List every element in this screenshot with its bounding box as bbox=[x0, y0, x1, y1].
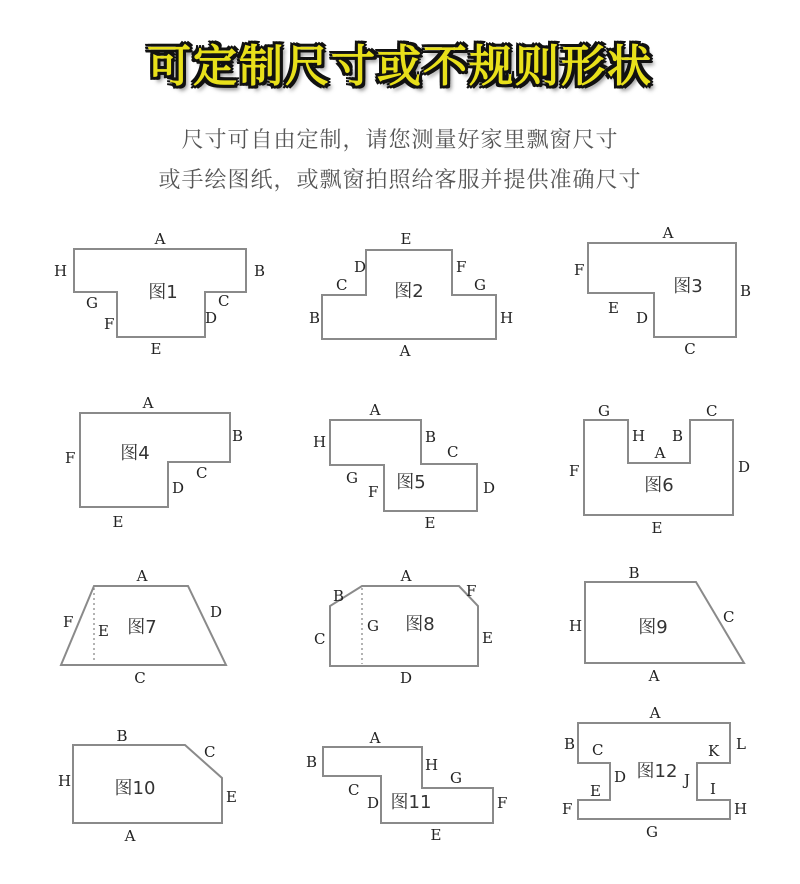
figure-3-label-a: A bbox=[662, 224, 674, 242]
figure-12 bbox=[562, 704, 747, 841]
figure-3-label-f: F bbox=[574, 261, 585, 279]
figure-3-outline bbox=[588, 243, 736, 337]
figure-10-name: 图10 bbox=[114, 778, 156, 799]
figure-6 bbox=[569, 402, 750, 537]
figure-6-label-f: F bbox=[569, 462, 580, 480]
figure-3-label-c: C bbox=[684, 340, 696, 358]
figure-7-label-e: E bbox=[98, 622, 109, 640]
figure-10-label-c: C bbox=[204, 743, 216, 761]
figure-9-name: 图9 bbox=[638, 617, 668, 638]
figure-11-label-d: D bbox=[367, 794, 380, 812]
page-title: 可定制尺寸或不规则形状 bbox=[147, 41, 653, 92]
figure-2 bbox=[309, 230, 513, 360]
figure-1-label-b: B bbox=[254, 262, 266, 280]
subtitle-line-1: 尺寸可自由定制，请您测量好家里飘窗尺寸 bbox=[181, 128, 619, 153]
figure-8-name: 图8 bbox=[405, 614, 435, 635]
figure-11-label-f: F bbox=[497, 794, 508, 812]
figure-8-label-f: F bbox=[466, 582, 477, 600]
figure-12-label-e: E bbox=[590, 782, 601, 800]
figure-4-label-f: F bbox=[65, 449, 76, 467]
figure-9-label-h: H bbox=[569, 617, 583, 635]
figure-2-name: 图2 bbox=[394, 281, 424, 302]
figure-5-label-h: H bbox=[313, 433, 327, 451]
figure-8-outline bbox=[330, 586, 478, 666]
figure-3-name: 图3 bbox=[673, 276, 703, 297]
figure-4-label-a: A bbox=[142, 394, 154, 412]
figure-8-label-b: B bbox=[333, 587, 345, 605]
figure-4-label-d: D bbox=[172, 479, 185, 497]
figure-12-label-f: F bbox=[562, 800, 573, 818]
figure-12-label-d: D bbox=[614, 768, 627, 786]
figure-12-label-k: K bbox=[708, 742, 720, 760]
figure-6-label-b: B bbox=[672, 427, 684, 445]
figure-6-label-g: G bbox=[598, 402, 610, 420]
figure-6-name: 图6 bbox=[644, 475, 674, 496]
figure-1-label-c: C bbox=[218, 292, 230, 310]
subtitle-line-2: 或手绘图纸，或飘窗拍照给客服并提供准确尺寸 bbox=[158, 168, 642, 193]
figure-1-label-d: D bbox=[205, 309, 218, 327]
figure-2-label-e: E bbox=[400, 230, 412, 248]
figure-1-label-g: G bbox=[86, 294, 98, 312]
figure-2-label-c: C bbox=[336, 276, 348, 294]
figure-7 bbox=[61, 567, 226, 687]
figure-10 bbox=[58, 727, 237, 845]
figure-5-label-a: A bbox=[369, 401, 381, 419]
figure-2-label-a: A bbox=[399, 342, 411, 360]
figure-9-label-a: A bbox=[648, 667, 660, 685]
figure-5-name: 图5 bbox=[396, 472, 426, 493]
figure-2-label-g: G bbox=[474, 276, 486, 294]
figure-11-label-a: A bbox=[369, 729, 381, 747]
figure-2-label-h: H bbox=[500, 309, 514, 327]
figure-5 bbox=[313, 401, 495, 532]
figure-6-outline bbox=[584, 420, 733, 515]
figure-12-label-l: L bbox=[736, 735, 746, 753]
figure-9-label-b: B bbox=[628, 564, 640, 582]
figure-5-label-c: C bbox=[447, 443, 459, 461]
figure-6-label-h: H bbox=[632, 427, 646, 445]
figure-11-label-g: G bbox=[450, 769, 462, 787]
figure-8-label-d: D bbox=[399, 669, 413, 687]
figure-9-label-c: C bbox=[723, 608, 735, 626]
figure-11-label-h: H bbox=[425, 756, 439, 774]
figure-2-label-b: B bbox=[309, 309, 321, 327]
figure-3-label-d: D bbox=[636, 309, 649, 327]
figure-6-label-c: C bbox=[706, 402, 718, 420]
figure-8-label-e: E bbox=[482, 629, 493, 647]
figure-4-outline bbox=[80, 413, 230, 507]
figure-10-label-e: E bbox=[226, 788, 237, 806]
figure-2-label-f: F bbox=[456, 258, 467, 276]
figure-5-label-b: B bbox=[425, 428, 437, 446]
figure-7-label-a: A bbox=[136, 567, 148, 585]
figure-4-label-b: B bbox=[232, 427, 244, 445]
figure-12-label-j: J bbox=[684, 771, 691, 789]
figure-2-label-d: D bbox=[354, 258, 367, 276]
figure-5-label-e: E bbox=[424, 514, 436, 532]
figure-12-label-g: G bbox=[646, 823, 658, 841]
figure-8 bbox=[314, 567, 493, 687]
figure-8-label-c: C bbox=[314, 630, 326, 648]
figure-10-label-b: B bbox=[116, 727, 128, 745]
figure-3-label-e: E bbox=[608, 299, 619, 317]
figure-9 bbox=[569, 564, 744, 685]
figure-6-label-a: A bbox=[654, 444, 666, 462]
figure-1-label-a: A bbox=[154, 230, 166, 248]
figure-1 bbox=[54, 230, 265, 358]
figure-3-label-b: B bbox=[740, 282, 752, 300]
figure-1-label-f: F bbox=[104, 315, 115, 333]
figure-11-label-c: C bbox=[348, 781, 360, 799]
figure-11 bbox=[306, 729, 507, 844]
figure-8-label-a: A bbox=[400, 567, 412, 585]
figure-1-label-e: E bbox=[150, 340, 162, 358]
figure-5-label-g: G bbox=[346, 469, 358, 487]
figure-5-label-f: F bbox=[368, 483, 379, 501]
figure-7-label-d: D bbox=[210, 603, 223, 621]
figure-3 bbox=[574, 224, 751, 358]
figure-1-label-h: H bbox=[54, 262, 68, 280]
figure-12-name: 图12 bbox=[636, 761, 678, 782]
figure-11-name: 图11 bbox=[390, 792, 432, 813]
figure-12-label-c: C bbox=[592, 741, 604, 759]
figure-4-name: 图4 bbox=[120, 443, 150, 464]
figure-7-label-f: F bbox=[63, 613, 74, 631]
figure-12-label-b: B bbox=[564, 735, 576, 753]
figure-11-label-b: B bbox=[306, 753, 318, 771]
figure-8-label-g: G bbox=[367, 617, 379, 635]
figure-10-label-a: A bbox=[124, 827, 136, 845]
figure-4-label-c: C bbox=[196, 464, 208, 482]
figure-4 bbox=[65, 394, 243, 531]
figure-7-name: 图7 bbox=[127, 617, 157, 638]
figure-11-label-e: E bbox=[430, 826, 442, 844]
figure-1-name: 图1 bbox=[148, 282, 178, 303]
figure-6-label-e: E bbox=[651, 519, 663, 537]
figure-5-outline bbox=[330, 420, 477, 511]
figure-12-label-i: I bbox=[710, 780, 716, 798]
figure-12-label-h: H bbox=[734, 800, 748, 818]
figure-4-label-e: E bbox=[112, 513, 124, 531]
figure-5-label-d: D bbox=[483, 479, 496, 497]
figure-12-label-a: A bbox=[649, 704, 661, 722]
figure-10-label-h: H bbox=[58, 772, 72, 790]
figure-6-label-d: D bbox=[738, 458, 751, 476]
figure-7-label-c: C bbox=[134, 669, 146, 687]
